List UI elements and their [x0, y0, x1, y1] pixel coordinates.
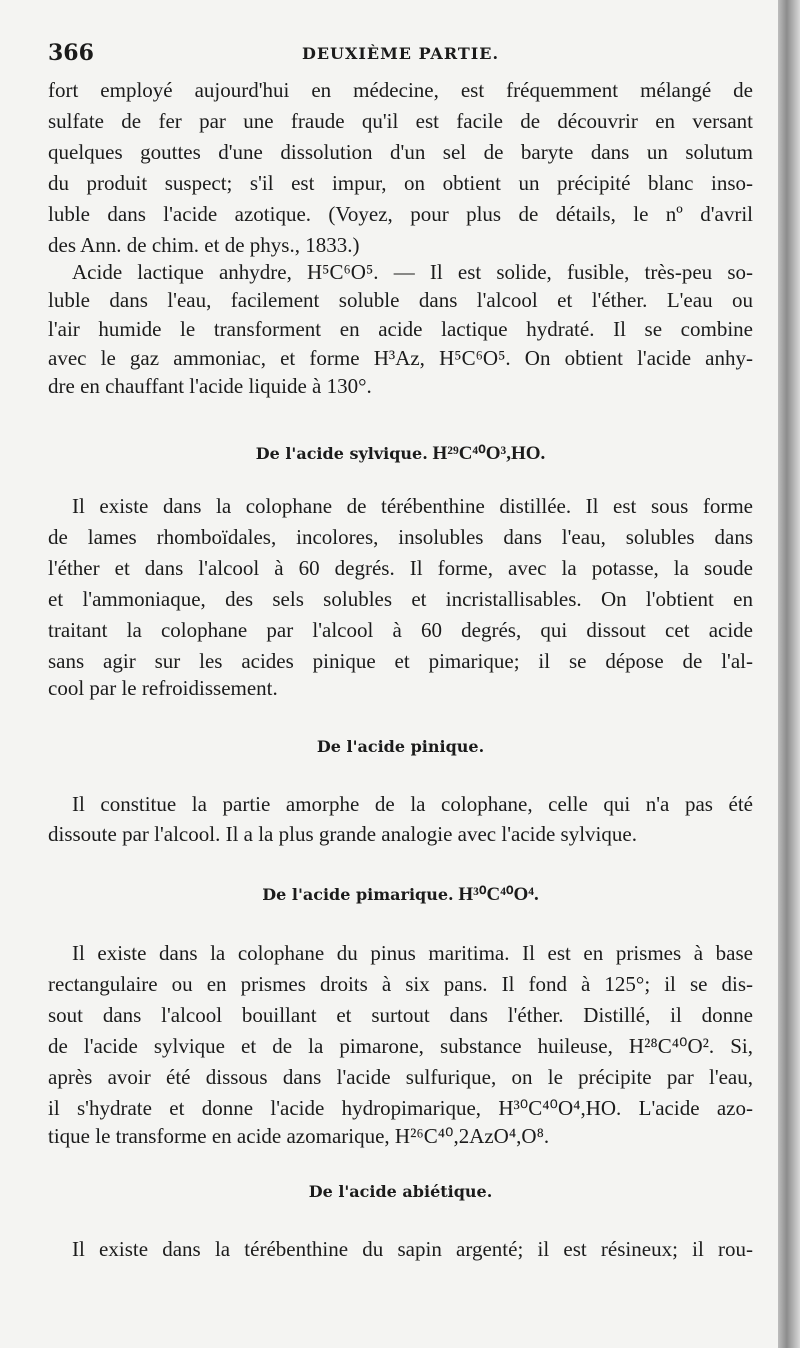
- text-line: Il constitue la partie amorphe de la colophane, celle qui n'a pas été: [72, 792, 753, 816]
- text-line: cool par le refroidissement.: [48, 676, 278, 700]
- text-line: après avoir été dissous dans l'acide sulfurique, on le précipite par l'eau,: [48, 1065, 753, 1089]
- text-line: luble dans l'eau, facilement soluble dans l'alcool et l'éther. L'eau ou: [48, 288, 753, 312]
- text-line: rectangulaire ou en prismes droits à six pans. Il fond à 125°; il se dis-: [48, 972, 753, 996]
- text-line: avec le gaz ammoniac, et forme H³Az, H⁵C⁶O⁵. On obtient l'acide anhy-: [48, 346, 753, 370]
- heading-title: De l'acide pinique.: [316, 737, 485, 756]
- text-line: luble dans l'acide azotique. (Voyez, pour plus de détails, le nº d'avril: [48, 202, 753, 226]
- book-spine-edge: [778, 0, 800, 1348]
- heading-title: De l'acide abiétique.: [308, 1182, 493, 1201]
- heading-title: De l'acide sylvique.: [255, 444, 428, 463]
- text-line: de lames rhomboïdales, incolores, insolubles dans l'eau, solubles dans: [48, 525, 753, 549]
- running-title: DEUXIÈME PARTIE.: [301, 44, 500, 63]
- text-line: fort employé aujourd'hui en médecine, est fréquemment mélangé de: [48, 78, 753, 102]
- text-line: de l'acide sylvique et de la pimarone, substance huileuse, H²⁸C⁴⁰O². Si,: [48, 1034, 753, 1058]
- text-line: Acide lactique anhydre, H⁵C⁶O⁵. — Il est solide, fusible, très-peu so-: [72, 260, 753, 284]
- text-line: des Ann. de chim. et de phys., 1833.): [48, 233, 360, 257]
- text-line: du produit suspect; s'il est impur, on obtient un précipité blanc inso-: [48, 171, 753, 195]
- running-header: [48, 40, 753, 70]
- text-line: quelques gouttes d'une dissolution d'un sel de baryte dans un solutum: [48, 140, 753, 164]
- section-heading-pimarique: [48, 881, 753, 909]
- section-heading-pinique: [48, 733, 753, 761]
- heading-title: De l'acide pimarique.: [262, 885, 454, 904]
- text-line: tique le transforme en acide azomarique, H²⁶C⁴⁰,2AzO⁴,O⁸.: [48, 1124, 550, 1148]
- text-line: sulfate de fer par une fraude qu'il est facile de découvrir en versant: [48, 109, 753, 133]
- text-line: traitant la colophane par l'alcool à 60 degrés, qui dissout cet acide: [48, 618, 753, 642]
- heading-formula: H²⁹C⁴⁰O³,HO.: [432, 443, 546, 464]
- text-line: sans agir sur les acides pinique et pimarique; il se dépose de l'al-: [48, 649, 753, 673]
- text-line: sout dans l'alcool bouillant et surtout dans l'éther. Distillé, il donne: [48, 1003, 753, 1027]
- text-line: l'air humide le transforment en acide lactique hydraté. Il se combine: [48, 317, 753, 341]
- page-number: 366: [48, 40, 94, 66]
- text-line: dissoute par l'alcool. Il a la plus grande analogie avec l'acide sylvique.: [48, 822, 637, 846]
- text-line: Il existe dans la colophane du pinus maritima. Il est en prismes à base: [72, 941, 753, 965]
- text-line: Il existe dans la térébenthine du sapin argenté; il est résineux; il rou-: [72, 1237, 753, 1261]
- text-line: et l'ammoniaque, des sels solubles et incristallisables. On l'obtient en: [48, 587, 753, 611]
- section-heading-abietique: [48, 1178, 753, 1206]
- text-line: dre en chauffant l'acide liquide à 130°.: [48, 374, 372, 398]
- section-heading-sylvique: [48, 440, 753, 468]
- text-line: Il existe dans la colophane de térébenthine distillée. Il est sous forme: [72, 494, 753, 518]
- text-line: il s'hydrate et donne l'acide hydropimarique, H³⁰C⁴⁰O⁴,HO. L'acide azo-: [48, 1096, 753, 1120]
- heading-formula: H³⁰C⁴⁰O⁴.: [458, 884, 539, 905]
- text-line: l'éther et dans l'alcool à 60 degrés. Il forme, avec la potasse, la soude: [48, 556, 753, 580]
